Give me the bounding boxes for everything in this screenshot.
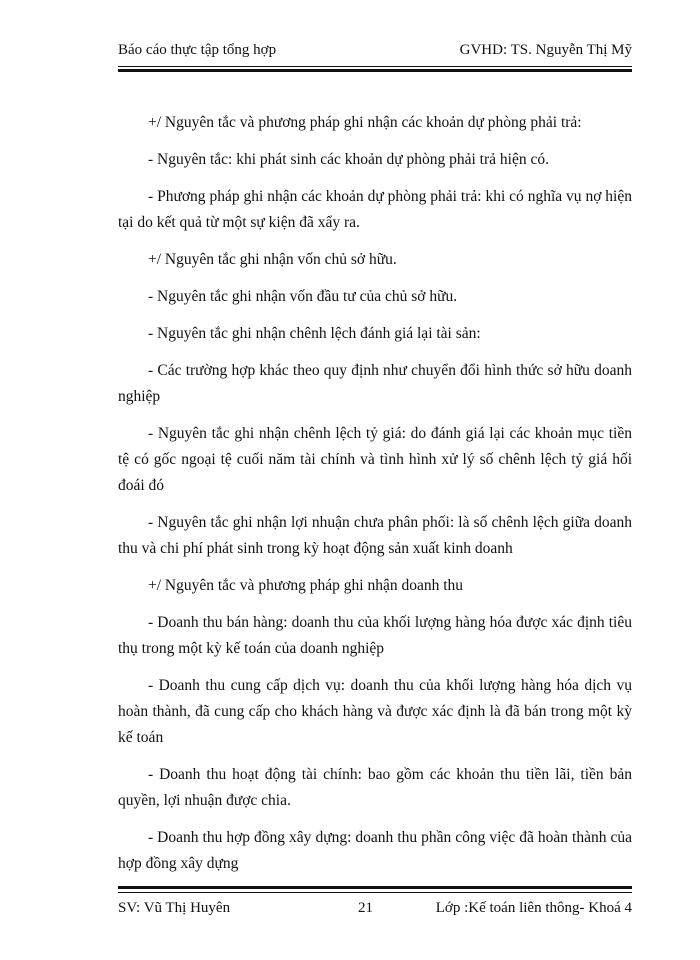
paragraph: +/ Nguyên tắc ghi nhận vốn chủ sở hữu. [148,251,397,268]
header-report-title: Báo cáo thực tập tổng hợp [118,42,277,58]
page-header [118,42,632,62]
paragraph: - Doanh thu hoạt động tài chính: bao gồm các khoản thu tiền lãi, tiền bản quyền, lợi nhuận được chia. [118,766,632,809]
paragraph: - Nguyên tắc ghi nhận vốn đầu tư của chủ sở hữu. [148,288,458,305]
paragraph: - Doanh thu bán hàng: doanh thu của khối lượng hàng hóa được xác định tiêu thụ trong một kỳ kế toán của doanh nghiệp [118,614,632,657]
page-footer [118,900,632,920]
paragraph: - Nguyên tắc ghi nhận chênh lệch đánh giá lại tài sản: [148,325,481,342]
paragraph: - Phương pháp ghi nhận các khoản dự phòng phải trả: khi có nghĩa vụ nợ hiện tại do kết quả từ một sự kiện đã xẩy ra. [118,188,632,231]
paragraph: - Nguyên tắc ghi nhận chênh lệch tỷ giá: do đánh giá lại các khoản mục tiền tệ có gốc ngoại tệ cuối năm tài chính và tình hình xử lý số chênh lệch tỷ giá hối đoái đó [118,425,632,494]
footer-rule-top [118,886,632,889]
paragraph: +/ Nguyên tắc và phương pháp ghi nhận các khoản dự phòng phải trả: [148,114,582,131]
paragraph: - Nguyên tắc: khi phát sinh các khoản dự phòng phải trả hiện có. [148,151,549,168]
header-rule-bottom [118,69,632,72]
footer-student: SV: Vũ Thị Huyên [118,900,231,916]
page-number: 21 [358,900,373,916]
paragraph: - Các trường hợp khác theo quy định như chuyển đổi hình thức sở hữu doanh nghiệp [118,362,632,405]
header-rule-top [118,66,632,67]
paragraph: - Doanh thu cung cấp dịch vụ: doanh thu của khối lượng hàng hóa dịch vụ hoàn thành, đã cung cấp cho khách hàng và được xác định là đã bán trong một kỳ kế toán [118,677,632,746]
page-body [118,110,632,877]
footer-rule-bottom [118,892,632,893]
footer-class: Lớp :Kế toán liên thông- Khoá 4 [435,900,632,916]
header-advisor: GVHD: TS. Nguyễn Thị Mỹ [459,42,632,58]
paragraph: - Doanh thu hợp đồng xây dựng: doanh thu phần công việc đã hoàn thành của hợp đồng xây dựng [118,829,632,872]
paragraph: +/ Nguyên tắc và phương pháp ghi nhận doanh thu [148,577,464,594]
paragraph: - Nguyên tắc ghi nhận lợi nhuận chưa phân phối: là số chênh lệch giữa doanh thu và chi phí phát sinh trong kỳ hoạt động sản xuất kinh doanh [118,514,632,557]
